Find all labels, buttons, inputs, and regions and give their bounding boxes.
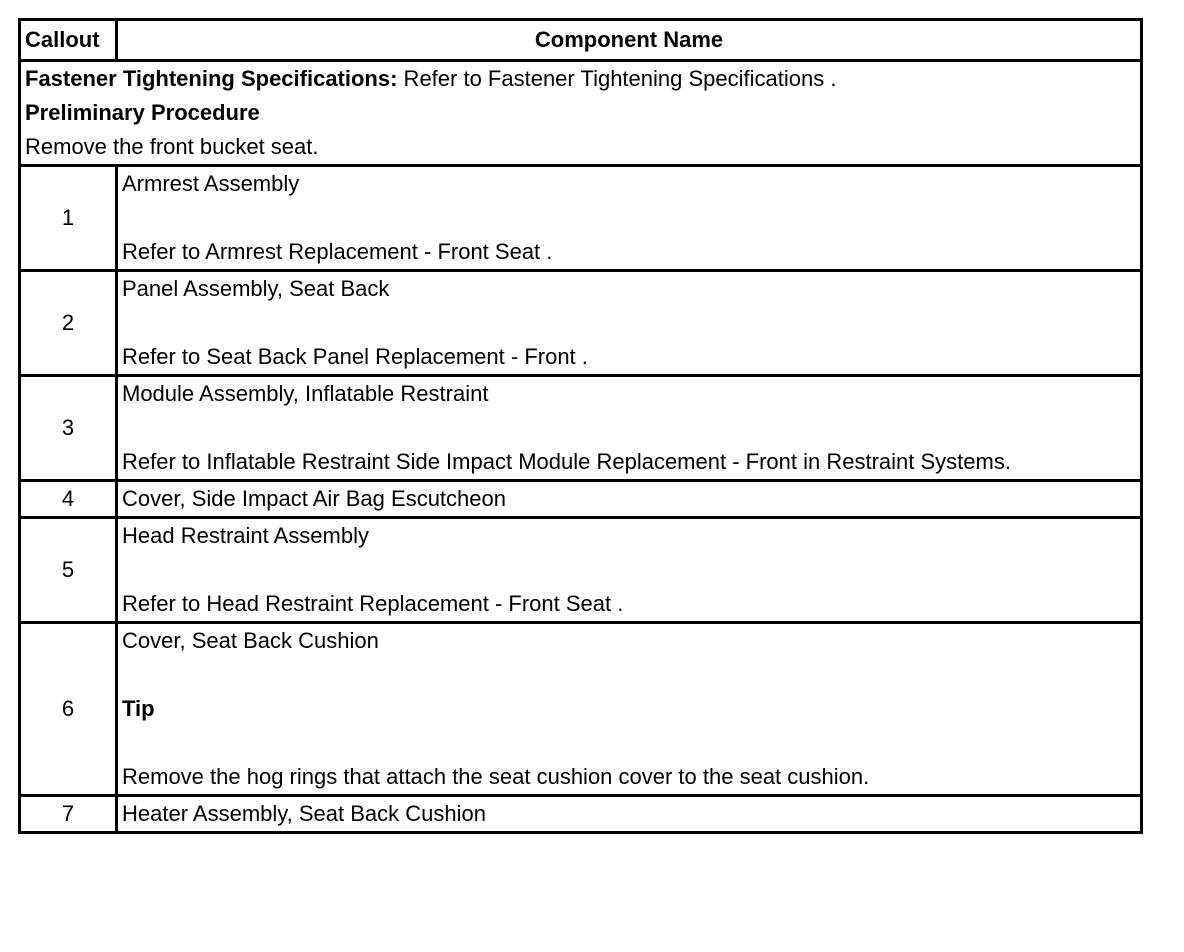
component-name: Cover, Seat Back Cushion xyxy=(122,628,379,653)
component-name: Armrest Assembly xyxy=(122,171,300,196)
component-name: Module Assembly, Inflatable Restraint xyxy=(122,381,489,406)
table-row xyxy=(20,518,1142,623)
component-cell xyxy=(117,166,1142,271)
table-row xyxy=(20,481,1142,518)
table-row xyxy=(20,271,1142,376)
callout-number: 6 xyxy=(20,623,117,796)
component-cell xyxy=(117,796,1142,833)
component-note: Refer to Inflatable Restraint Side Impact Module Replacement - Front in Restraint Systems. xyxy=(122,449,1011,474)
callout-number: 1 xyxy=(20,166,117,271)
component-note: Refer to Seat Back Panel Replacement - Front . xyxy=(122,344,588,369)
table-row xyxy=(20,623,1142,796)
intro-cell xyxy=(20,61,1142,166)
callout-number: 2 xyxy=(20,271,117,376)
callout-number: 4 xyxy=(20,481,117,518)
fastener-spec-label: Fastener Tightening Specifications: xyxy=(25,66,398,91)
component-cell xyxy=(117,623,1142,796)
preliminary-step: Remove the front bucket seat. xyxy=(25,134,319,159)
component-note: Refer to Head Restraint Replacement - Front Seat . xyxy=(122,591,624,616)
fastener-spec-text: Refer to Fastener Tightening Specifications . xyxy=(397,66,837,91)
component-name-header: Component Name xyxy=(117,20,1142,61)
component-cell xyxy=(117,271,1142,376)
callout-number: 3 xyxy=(20,376,117,481)
component-name: Heater Assembly, Seat Back Cushion xyxy=(122,801,486,826)
component-cell xyxy=(117,481,1142,518)
fastener-spec-line xyxy=(21,62,1140,96)
callout-header: Callout xyxy=(20,20,117,61)
component-name: Cover, Side Impact Air Bag Escutcheon xyxy=(122,486,506,511)
callout-number: 7 xyxy=(20,796,117,833)
tip-label: Tip xyxy=(122,696,155,721)
component-cell xyxy=(117,376,1142,481)
component-note: Refer to Armrest Replacement - Front Seat . xyxy=(122,239,553,264)
header-row xyxy=(20,20,1142,61)
component-cell xyxy=(117,518,1142,623)
preliminary-heading: Preliminary Procedure xyxy=(25,100,260,125)
table-row xyxy=(20,166,1142,271)
component-name: Panel Assembly, Seat Back xyxy=(122,276,390,301)
callout-number: 5 xyxy=(20,518,117,623)
component-name: Head Restraint Assembly xyxy=(122,523,369,548)
tip-text: Remove the hog rings that attach the seat cushion cover to the seat cushion. xyxy=(122,764,870,789)
component-table xyxy=(18,18,1143,834)
table-row xyxy=(20,796,1142,833)
intro-row xyxy=(20,61,1142,166)
table-row xyxy=(20,376,1142,481)
